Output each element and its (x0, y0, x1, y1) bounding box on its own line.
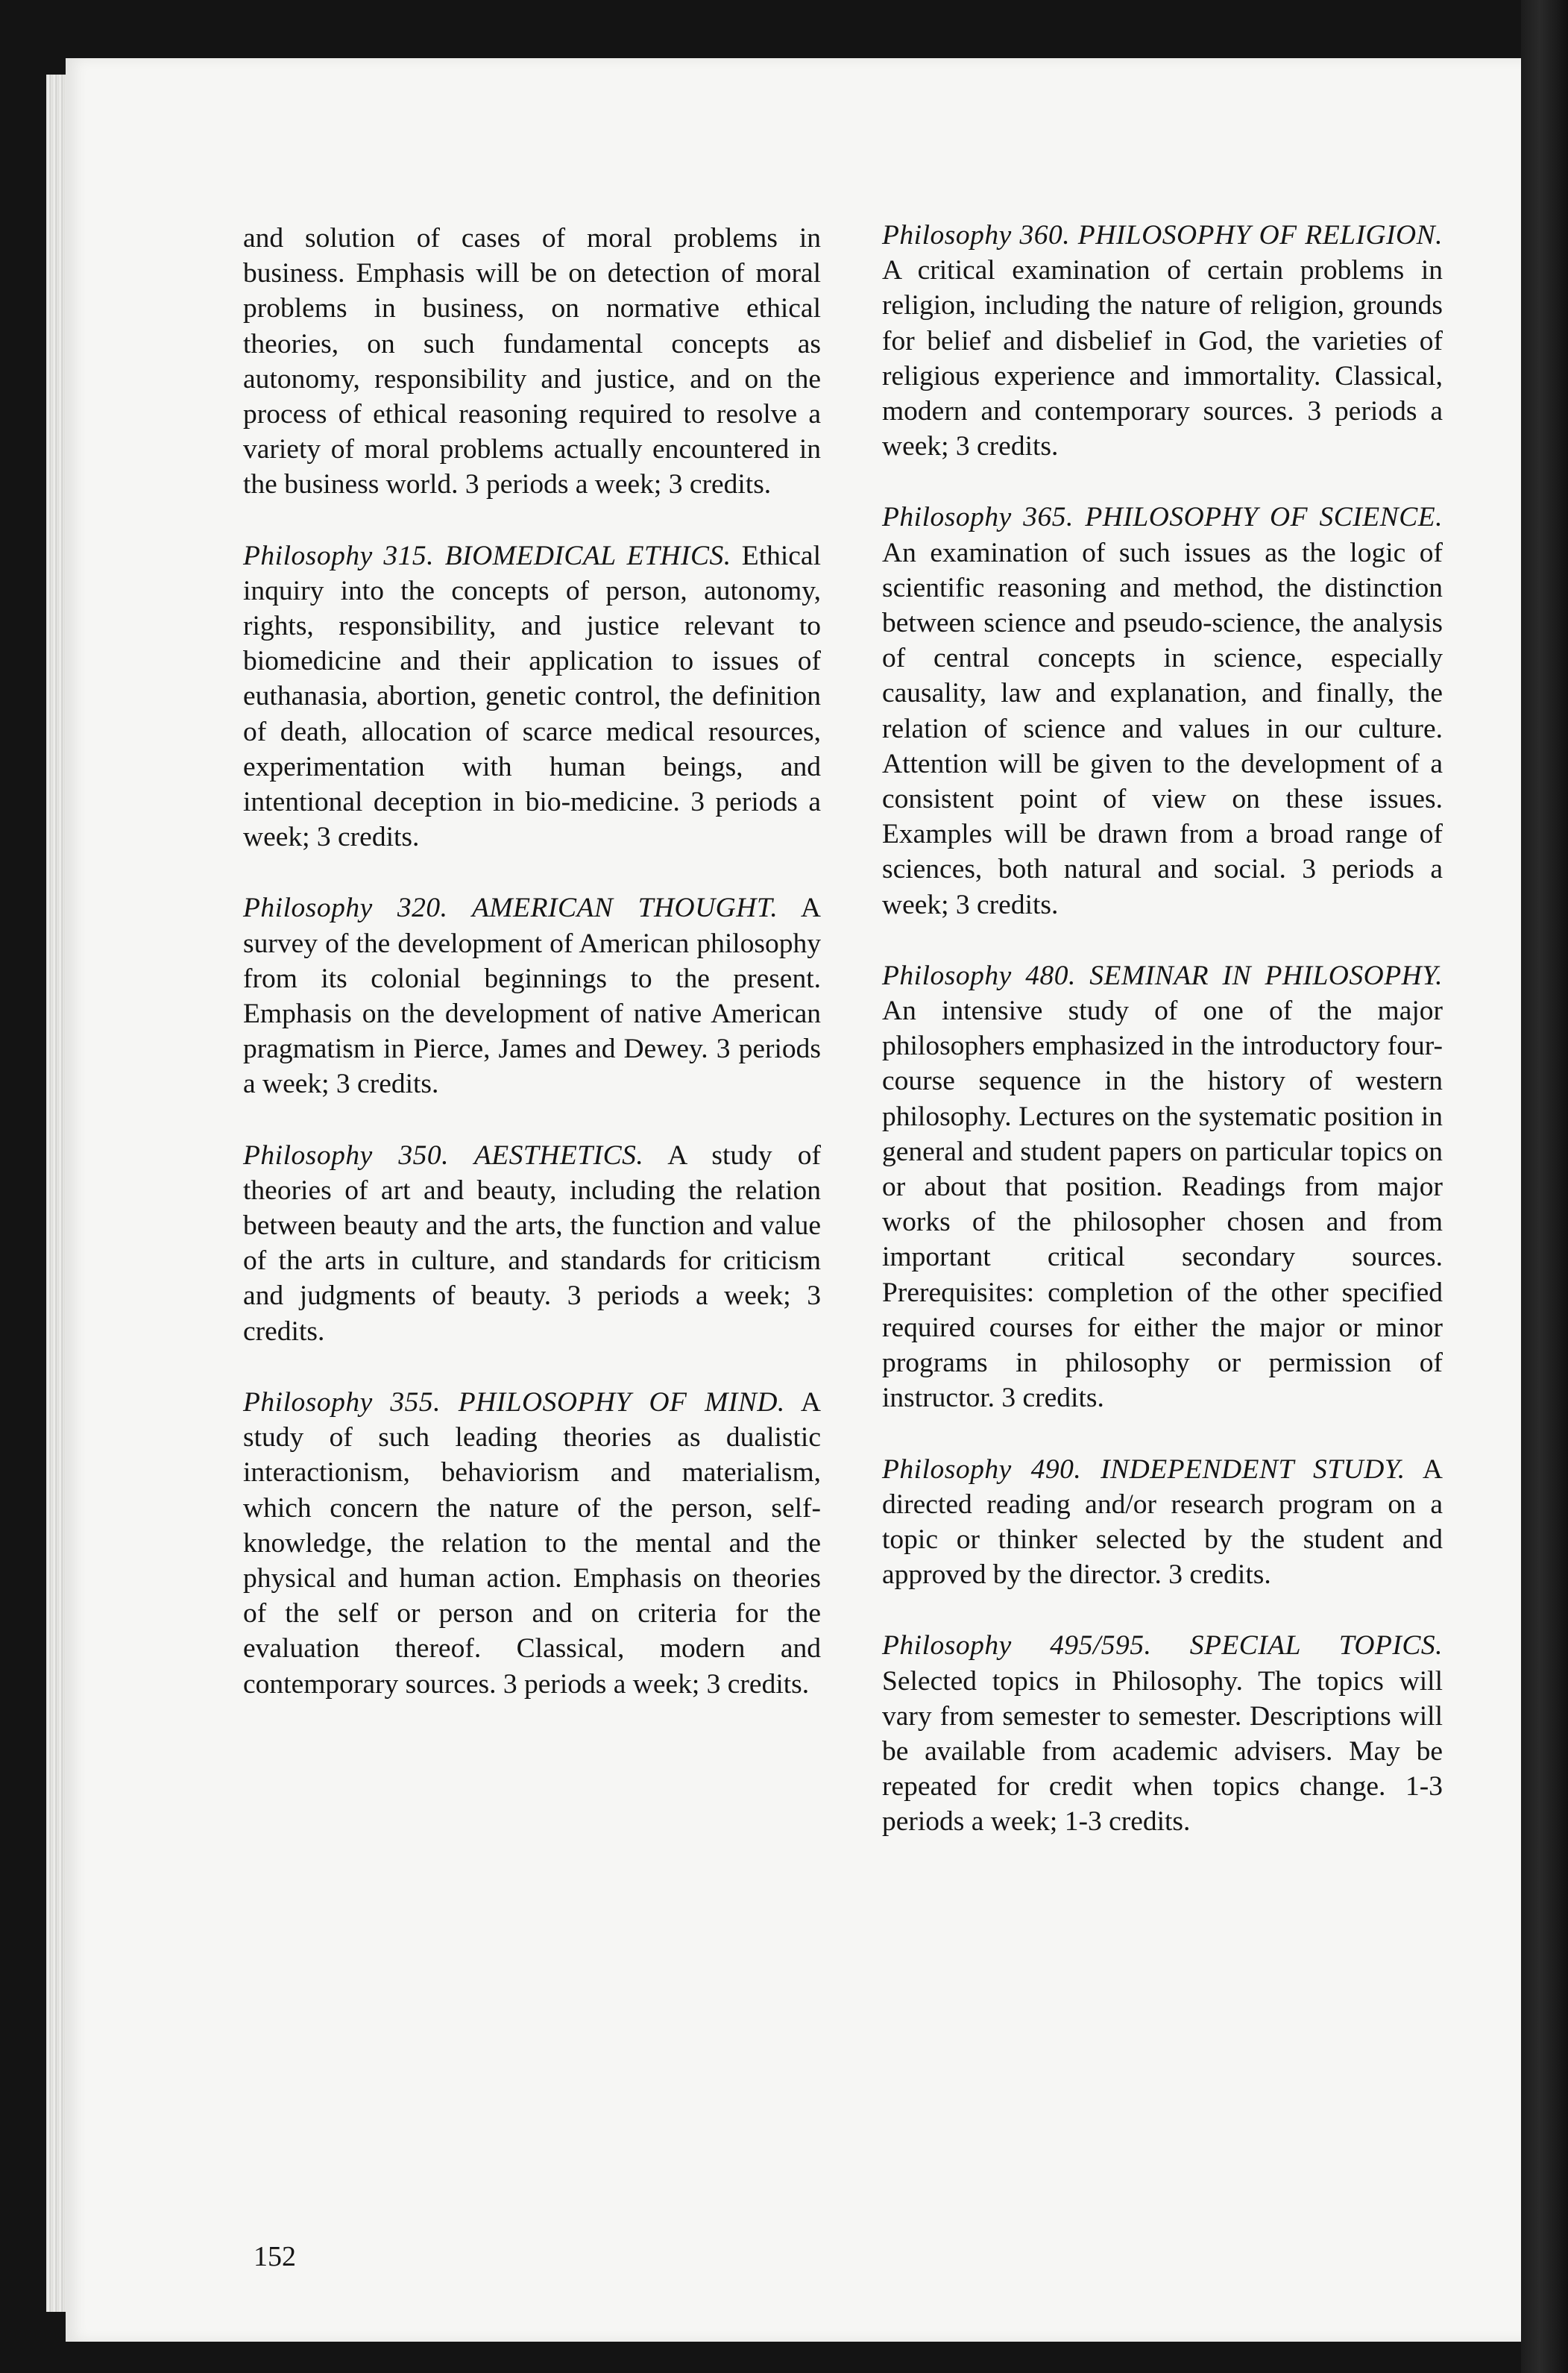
continued-course-description: and solution of cases of moral problems in business. Emphasis will be on detection of moral problems in business, on normative ethical theories, on such fundamental concepts as autonomy, responsibility and justice, and on the process of ethical reasoning required to resolve a variety of moral problems actually encountered in the business world. 3 periods a week; 3 credits. (243, 223, 821, 500)
course-description: A study of theories of art and beauty, including the relation between beauty and the arts, the function and value of the arts in culture, and standards for criticism and judgments of beauty. 3 periods a week; 3 credits. (243, 1140, 821, 1347)
course-description: Ethical inquiry into the concepts of person, autonomy, rights, responsibility, and justice relevant to biomedicine and their application to issues of euthanasia, abortion, genetic control, the definition of death, allocation of scarce medical resources, experimentation with human beings, and intentional deception in bio-medicine. 3 periods a week; 3 credits. (243, 540, 821, 853)
left-column (243, 221, 821, 1738)
course-title: Philosophy 320. AMERICAN THOUGHT. (243, 893, 778, 924)
course-description: Selected topics in Philosophy. The topics will vary from semester to semester. Descriptions will be available from academic advisers. May be repeated for credit when topics change. 1-3 periods a week; 1-3 credits. (882, 1665, 1443, 1838)
course-title: Philosophy 480. SEMINAR IN PHILOSOPHY. (882, 960, 1443, 991)
course-entry-philosophy-480 (882, 958, 1443, 1416)
course-description: A directed reading and/or research program on a topic or thinker selected by the student and approved by the director. 3 credits. (882, 1453, 1443, 1591)
course-title: Philosophy 360. PHILOSOPHY OF RELIGION. (882, 220, 1443, 251)
page-number: 152 (254, 2241, 296, 2272)
right-column (882, 218, 1443, 1876)
course-title: Philosophy 495/595. SPECIAL TOPICS. (882, 1630, 1443, 1662)
course-entry-philosophy-355 (243, 1385, 821, 1702)
course-entry-philosophy-360 (882, 218, 1443, 464)
course-description: A survey of the development of American philosophy from its colonial beginnings to the present. Emphasis on the development of native American pragmatism in Pierce, James and Dewey. 3 periods a week; 3 credits. (243, 893, 821, 1100)
course-description: A critical examination of certain problems in religion, including the nature of religion, grounds for belief and disbelief in God, the varieties of religious experience and immortality. Classical, modern and contemporary sources. 3 periods a week; 3 credits. (882, 255, 1443, 462)
course-title: Philosophy 355. PHILOSOPHY OF MIND. (243, 1386, 785, 1418)
course-entry-philosophy-315 (243, 538, 821, 855)
course-title: Philosophy 350. AESTHETICS. (243, 1140, 644, 1171)
course-title: Philosophy 365. PHILOSOPHY OF SCIENCE. (882, 502, 1443, 533)
course-description: An examination of such issues as the logic of scientific reasoning and method, the distinction between science and pseudo-science, the analysis of central concepts in science, especially causality, law and explanation, and finally, the relation of science and values in our culture. Attention will be given to the development of a consistent point of view on these issues. Examples will be drawn from a broad range of sciences, both natural and social. 3 periods a week; 3 credits. (882, 537, 1443, 920)
course-entry-philosophy-350 (243, 1138, 821, 1349)
course-description: A study of such leading theories as dualistic interactionism, behaviorism and materialism, which concern the nature of the person, self-knowledge, the relation to the mental and the physical and human action. Emphasis on theories of the self or person and on criteria for the evaluation thereof. Classical, modern and contemporary sources. 3 periods a week; 3 credits. (243, 1386, 821, 1700)
course-entry-philosophy-365 (882, 500, 1443, 922)
course-entry-philosophy-495-595 (882, 1628, 1443, 1839)
course-entry-philosophy-490 (882, 1452, 1443, 1593)
course-entry-philosophy-320 (243, 890, 821, 1101)
course-title: Philosophy 315. BIOMEDICAL ETHICS. (243, 540, 731, 571)
course-title: Philosophy 490. INDEPENDENT STUDY. (882, 1453, 1405, 1485)
course-description: An intensive study of one of the major philosophers emphasized in the introductory four-course sequence in the history of western philosophy. Lectures on the systematic position in general and student papers on particular topics on or about that position. Readings from major works of the philosopher chosen and from important critical secondary sources. Prerequisites: completion of the other specified required courses for either the major or minor programs in philosophy or permission of instructor. 3 credits. (882, 996, 1443, 1414)
scanner-background-edge (1521, 0, 1568, 2373)
